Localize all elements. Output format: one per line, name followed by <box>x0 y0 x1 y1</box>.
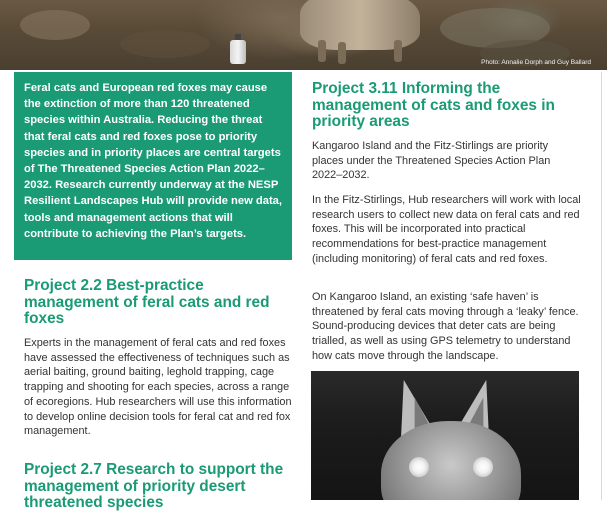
photo-credit: Photo: Annalie Dorph and Guy Ballard <box>481 59 591 66</box>
fox-eye-right <box>473 457 493 477</box>
project-22-section <box>24 278 292 328</box>
project-22-body-wrap <box>24 336 292 439</box>
intro-callout <box>14 72 292 260</box>
project-27-section <box>24 462 292 512</box>
project-27-heading: Project 2.7 Research to support the management of priority desert threatened species <box>24 461 284 511</box>
intro-text: Feral cats and European red foxes may cause the extinction of more than 120 threatened species within Australia. Reducing the threat that feral cats and red foxes pose to priority species and in priority places are central targets of The Threatened Species Action Plan 2022–2032. Research currently underway at the NESP Resilient Landscapes Hub will provide new data, tools and management actions that will contribute to achieving the Plan’s targets. <box>24 82 282 240</box>
hero-photo <box>0 0 607 70</box>
project-311-section <box>312 81 582 131</box>
project-311-para2: In the Fitz-Stirlings, Hub researchers will work with local research users to collect new data on feral cats and red foxes. This will be incorporated into practical recommendations for best-practice management (including monitoring) of feral cats and red foxes. <box>312 194 581 265</box>
spray-bottle <box>230 40 246 64</box>
project-311-para3-wrap <box>312 290 582 364</box>
project-22-heading: Project 2.2 Best-practice management of feral cats and red foxes <box>24 277 270 327</box>
page-edge-divider <box>601 72 602 500</box>
project-22-body: Experts in the management of feral cats and red foxes have assessed the effectiveness of techniques such as aerial baiting, ground baiting, leghold trapping, cage trapping and shooting for each species, across a range of ecoregions. Hub researchers will use this information to develop online decision tools for feral cat and red fox management. <box>24 337 292 438</box>
project-311-heading: Project 3.11 Informing the management of cats and foxes in priority areas <box>312 80 555 130</box>
project-311-para1: Kangaroo Island and the Fitz-Stirlings are priority places under the Threatened Species Action Plan 2022–2032. <box>312 140 551 182</box>
project-311-para3: On Kangaroo Island, an existing ‘safe haven’ is threatened by feral cats moving through a ‘leaky’ fence. Sound-producing devices that deter cats are being trialled, as well as using GPS telemetry to understand how cats move through the landscape. <box>312 291 579 362</box>
project-311-para2-wrap <box>312 193 582 267</box>
fox-eye-left <box>409 457 429 477</box>
project-311-para1-wrap <box>312 139 582 183</box>
camera-trap-photo <box>311 371 579 500</box>
